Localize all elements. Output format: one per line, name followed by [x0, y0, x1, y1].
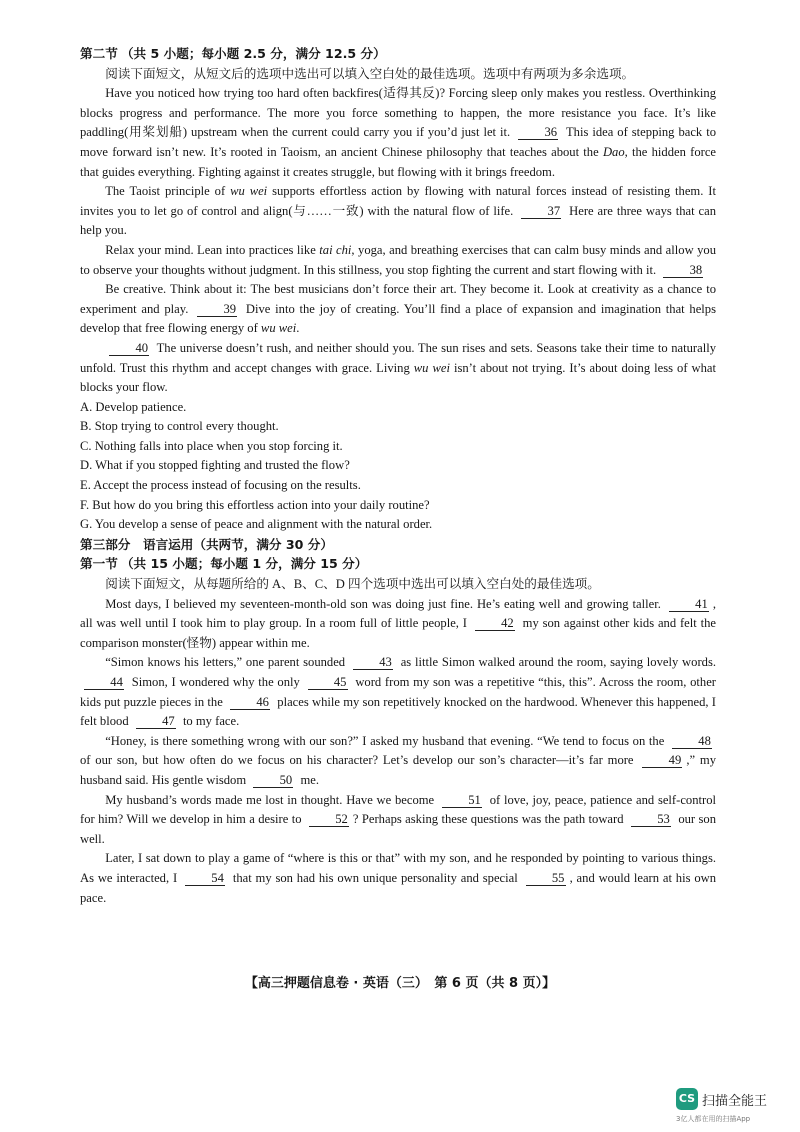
part2-heading-info: （共 5 小题；每小题 2.5 分，满分 12.5 分） — [120, 46, 386, 61]
italic-term: tai chi — [319, 242, 352, 257]
text-segment: , the hidden force that guides everything. Fighting against it creates struggle, but flowing with it brings freedom. — [80, 144, 716, 179]
option-e: E. Accept the process instead of focusing on the results. — [80, 478, 361, 493]
blank-36: 36 — [518, 125, 558, 140]
passage2-paragraph-5 — [80, 849, 716, 908]
part3-subheading-info: （共 15 小题；每小题 1 分，满分 15 分） — [120, 556, 368, 572]
part3-heading: 第三部分 语言运用（共两节，满分 30 分） — [80, 536, 333, 552]
text-segment: , all was well until I took him to play group. In a room full of little people, I — [80, 596, 716, 631]
passage1-paragraph-3 — [80, 241, 716, 280]
passage1-paragraph-4 — [80, 280, 716, 339]
text-segment: , and would learn at his own pace. — [80, 870, 717, 905]
passage1-paragraph-2 — [80, 182, 716, 241]
option-f: F. But how do you bring this effortless action into your daily routine? — [80, 497, 430, 512]
text-segment: ,” my husband said. His gentle wisdom — [80, 753, 717, 787]
blank-43: 43 — [353, 655, 393, 670]
text-segment: This idea of stepping back to move forward isn’t new. It’s rooted in Taoism, an ancient Chinese philosophy that teaches about the — [80, 125, 717, 159]
passage2-paragraph-2 — [80, 653, 716, 731]
text-segment: . — [296, 321, 300, 336]
text-segment: supports effortless action by flowing with natural forces instead of resisting them. It invites you to let go of control and align(与……一致) with the natural flow of life. — [80, 184, 716, 218]
option-b: B. Stop trying to control every thought. — [80, 419, 279, 434]
text-segment: Most days, I believed my seventeen-month-old son was doing just fine. He’s eating well and growing taller. — [105, 596, 661, 611]
blank-42: 42 — [475, 616, 515, 631]
camscanner-logo-icon: CS — [676, 1088, 698, 1110]
blank-49: 49 — [642, 753, 682, 768]
italic-term: wu wei — [230, 184, 268, 199]
part2-heading: 第二节 — [80, 46, 118, 61]
text-segment: Be creative. Think about it: The best musicians don’t force their art. They become it. Look at creativity as a chance to experiment and play. — [80, 282, 716, 316]
text-segment: The universe doesn’t rush, and neither should you. The sun rises and sets. Seasons take their time to naturally unfold. Trust this rhythm and accept changes with grace. Living — [80, 340, 716, 375]
passage1-paragraph-5 — [80, 339, 716, 398]
blank-37: 37 — [521, 204, 561, 219]
text-segment: me. — [300, 772, 320, 787]
text-segment: as little Simon walked around the room, saying lovely words. — [400, 655, 716, 670]
text-segment: Dive into the joy of creating. You’ll find a place of expansion and imagination that helps develop that free flowing energy of — [80, 301, 716, 336]
text-segment: The Taoist principle of — [105, 184, 226, 199]
part2-instructions: 阅读下面短文，从短文后的选项中选出可以填入空白处的最佳选项。选项中有两项为多余选项。 — [105, 66, 635, 81]
passage1-paragraph-1 — [80, 84, 716, 182]
italic-term: wu wei — [413, 360, 450, 375]
blank-45: 45 — [308, 675, 348, 690]
blank-40: 40 — [109, 341, 149, 356]
watermark-title: 扫描全能王 — [702, 1094, 768, 1109]
part2-heading-line — [80, 44, 716, 65]
text-segment: word from my son was a repetitive “this, this”. Across the room, other kids put puzzle pieces in the — [80, 675, 717, 709]
text-segment: ? Perhaps asking these questions was the path toward — [352, 812, 624, 827]
passage2-paragraph-1 — [80, 595, 716, 654]
blank-55: 55 — [526, 871, 566, 886]
blank-50: 50 — [253, 773, 293, 788]
text-segment: to my face. — [182, 714, 240, 729]
text-segment: of love, joy, peace, patience and self-control for him? Will we develop in him a desire to — [80, 792, 716, 827]
text-segment: , yoga, and breathing exercises that can calm busy minds and allow you to observe your thoughts without judgment. In this stillness, you stop fighting the current and start flowing with it. — [80, 242, 717, 277]
blank-39: 39 — [197, 302, 237, 317]
option-a: A. Develop patience. — [80, 399, 187, 414]
part3-instructions: 阅读下面短文，从每题所给的 A、B、C、D 四个选项中选出可以填入空白处的最佳选项。 — [105, 577, 600, 592]
text-segment: my son against other kids and felt the comparison monster(怪物) appear within me. — [80, 616, 716, 650]
part3-subheading: 第一节 — [80, 556, 118, 572]
text-segment: “Honey, is there something wrong with our son?” I asked my husband that evening. “We tend to focus on the — [105, 733, 665, 748]
blank-38: 38 — [663, 263, 703, 278]
text-segment: of our son, but how often do we focus on his character? Let’s develop our son’s character—it’s far more — [80, 753, 634, 768]
passage2-paragraph-3 — [80, 732, 716, 791]
blank-46: 46 — [230, 695, 270, 710]
option-g: G. You develop a sense of peace and alignment with the natural order. — [80, 517, 433, 532]
exam-page — [80, 44, 716, 908]
text-segment: My husband’s words made me lost in thought. Have we become — [105, 792, 435, 807]
text-segment: that my son had his own unique personality and special — [232, 870, 518, 885]
blank-54: 54 — [185, 871, 225, 886]
text-segment: Later, I sat down to play a game of “where is this or that” with my son, and he responded by pointing to various things. As we interacted, I — [80, 851, 716, 885]
italic-term: wu wei — [260, 321, 297, 336]
watermark-subtitle: 3亿人都在用的扫描App — [676, 1115, 751, 1123]
text-segment: Relax your mind. Lean into practices like — [105, 242, 316, 257]
blank-48: 48 — [672, 734, 712, 749]
passage2-paragraph-4 — [80, 791, 716, 850]
text-segment: our son well. — [80, 812, 717, 846]
text-segment: “Simon knows his letters,” one parent sounded — [105, 655, 346, 670]
blank-52: 52 — [309, 812, 349, 827]
italic-term: Dao — [602, 144, 625, 159]
blank-51: 51 — [442, 793, 482, 808]
option-d: D. What if you stopped fighting and trusted the flow? — [80, 458, 350, 473]
scanner-watermark — [676, 1088, 786, 1124]
blank-53: 53 — [631, 812, 671, 827]
text-segment: Simon, I wondered why the only — [131, 675, 300, 689]
blank-47: 47 — [136, 714, 176, 729]
blank-41: 41 — [669, 597, 709, 612]
blank-44: 44 — [84, 675, 124, 690]
text-segment: Have you noticed how trying too hard often backfires(适得其反)? Forcing sleep only makes you restless. Overthinking blocks progress and performance. The more you force something to happen, the more resistance you face. It’s like paddling(用桨划船) upstream when the current could carry you if you’d just let it. — [80, 86, 716, 140]
text-segment: places while my son repetitively knocked on the hardwood. Whenever this happened, I felt blood — [80, 694, 717, 729]
option-list — [80, 398, 716, 535]
option-c: C. Nothing falls into place when you stop forcing it. — [80, 438, 343, 453]
part3-subheading-line — [80, 554, 716, 575]
page-footer: 【高三押题信息卷 · 英语（三） 第 6 页（共 8 页）】 — [244, 976, 556, 991]
text-segment: isn’t about not trying. It’s about doing less of what blocks your flow. — [80, 360, 716, 395]
text-segment: Here are three ways that can help you. — [80, 203, 716, 238]
